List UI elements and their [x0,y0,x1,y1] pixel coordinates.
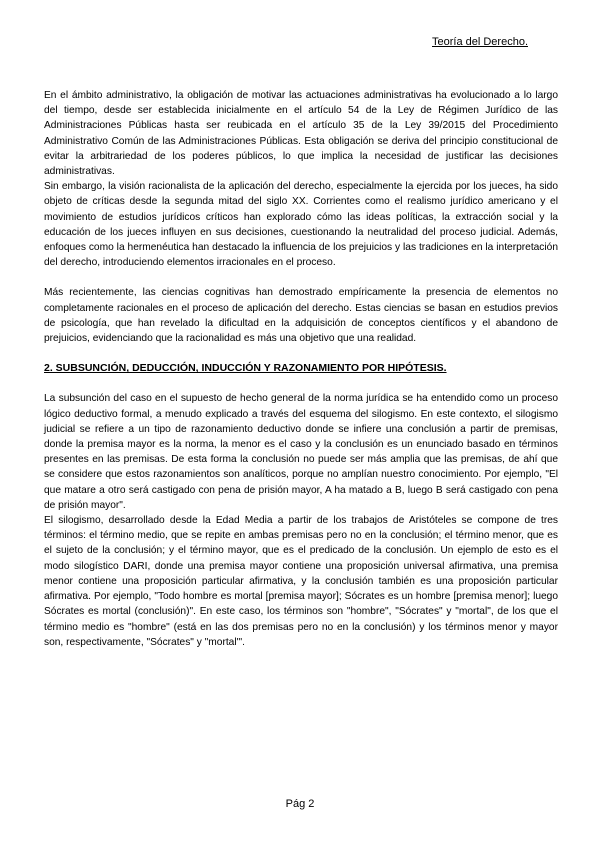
paragraph-spacer [44,346,558,361]
paragraph-cognitive-sciences: Más recientemente, las ciencias cognitivas han demostrado empíricamente la presencia de elementos no completamente racionales en el proceso de aplicación del derecho. Estas ciencias se basan en estudios previos de psicología, que han revelado la dificultad en la adquisición de conceptos científicos y el abandono de prejuicios, evidenciando que la racionalidad es más una objetivo que una realidad. [44,287,558,345]
paragraph-administrative-motivation: En el ámbito administrativo, la obligación de motivar las actuaciones administrativas ha evolucionado a lo largo del tiempo, desde ser establecida inicialmente en el artículo 54 de la Ley de Régimen Jurídico de las Administraciones Públicas hasta ser reubicada en el artículo 35 de la Ley 39/2015 del Procedimiento Administrativo Común de las Administraciones Públicas. Esta obligación se deriva del principio constitucional de evitar la arbitrariedad de los poderes públicos, lo que implica la necesidad de justificar las decisiones administrativas. [44,90,558,178]
page-content [44,88,558,650]
paragraph-subsumption: La subsunción del caso en el supuesto de hecho general de la norma jurídica se ha entendido como un proceso lógico deductivo formal, a menudo explicado a través del esquema del silogismo. En este contexto, el silogismo judicial se refiere a un tipo de razonamiento deductivo donde se infiere una conclusión a partir de premisas, donde la premisa mayor es la norma, la menor es el caso y la conclusión es un enunciado basado en términos presentes en las premisas. De esta forma la conclusión no puede ser más amplia que las premisas, de ahí que se considere que estos razonamientos son analíticos, porque no amplían nuestro conocimiento. Por ejemplo, "El que matare a otro será castigado con pena de prisión mayor, A ha matado a B, luego B será castigado con pena de prisión mayor". [44,393,558,511]
paragraph-spacer [44,270,558,285]
running-header-title: Teoría del Derecho. [432,36,528,48]
paragraph-rationalist-critique: Sin embargo, la visión racionalista de la aplicación del derecho, especialmente la ejercida por los jueces, ha sido objeto de críticas desde la segunda mitad del siglo XX. Corrientes como el realismo jurídico americano y el movimiento de estudios jurídicos críticos han explorado cómo las ideas políticas, la extracción social y la educación de los jueces influyen en sus decisiones, cuestionando la neutralidad del proceso judicial. Además, enfoques como la hermenéutica han destacado la influencia de los prejuicios y las tradiciones en la interpretación del derecho, introduciendo elementos irracionales en el proceso. [44,181,558,269]
page-number: Pág 2 [285,798,315,810]
paragraph-syllogism: El silogismo, desarrollado desde la Edad Media a partir de los trabajos de Aristóteles se compone de tres términos: el término medio, que se repite en ambas premisas pero no en la conclusión; el término menor, que es el sujeto de la conclusión; y el término mayor, que es el predicado de la conclusión. Un ejemplo de esto es el modo silogístico DARI, donde una premisa mayor contiene una proposición universal afirmativa, una premisa menor contiene una proposición particular afirmativa, y la conclusión también es una proposición particular afirmativa. Por ejemplo, "Todo hombre es mortal [premisa mayor]; Sócrates es un hombre [premisa menor]; luego Sócrates es mortal (conclusión)". En este caso, los términos son "hombre", "Sócrates" y "mortal", de los que el término medio es "hombre" (está en las dos premisas pero no en la conclusión) y los términos menor y mayor son, respectivamente, "Sócrates" y "mortal"'. [44,515,558,648]
paragraph-spacer [44,376,558,391]
section-heading: 2. SUBSUNCIÓN, DEDUCCIÓN, INDUCCIÓN Y RAZONAMIENTO POR HIPÓTESIS. [44,362,447,375]
